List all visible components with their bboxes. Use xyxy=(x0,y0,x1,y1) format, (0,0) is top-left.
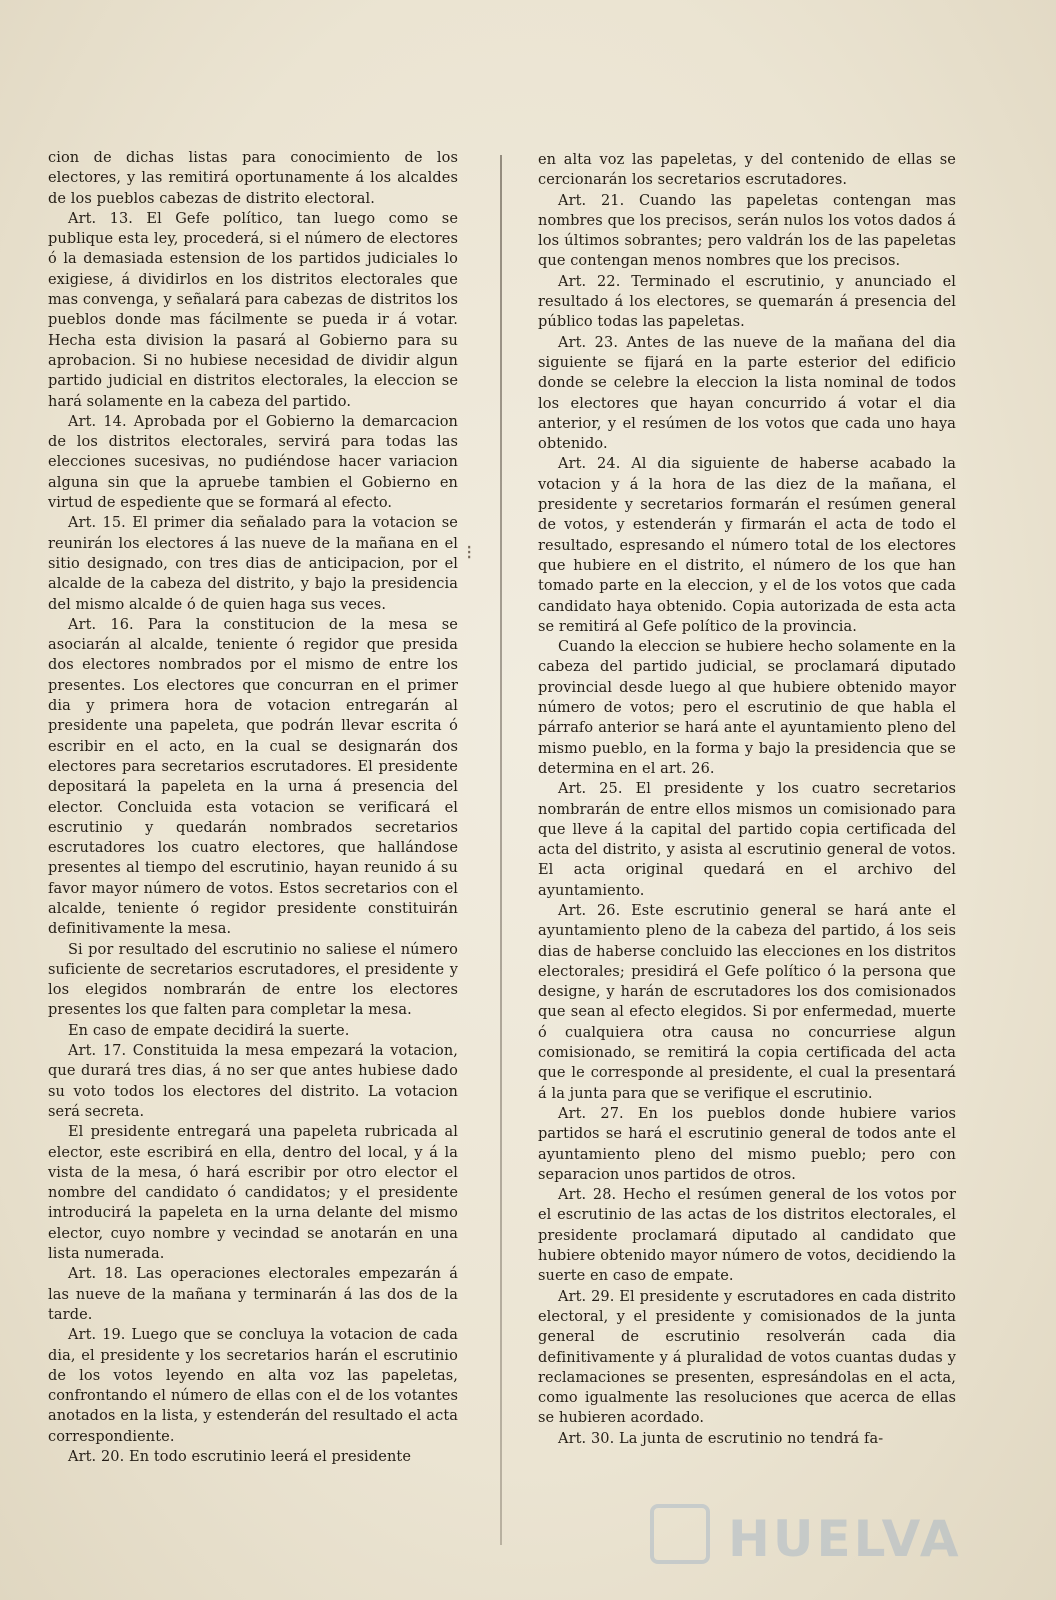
article-23: Art. 23. Antes de las nueve de la mañana del dia siguiente se fijará en la parte esterior del edificio donde se celebre la eleccion la lista nominal de todos los electores que hayan concurrido á votar el dia anterior, y el resúmen de los votos que cada uno haya obtenido. xyxy=(538,334,956,453)
paragraph: En caso de empate decidirá la suerte. xyxy=(68,1022,350,1039)
ink-mark-icon: ⁝ xyxy=(466,540,473,564)
left-column xyxy=(48,148,458,1467)
paragraph: El presidente entregará una papeleta rubricada al elector, este escribirá en ella, dentro del local, y á la vista de la mesa, ó hará escribir por otro elector el nombre del candidato ó candidatos; y el presidente introducirá la papeleta en la urna delante del mismo elector, cuyo nombre y vecindad se anotarán en una lista numerada. xyxy=(48,1124,458,1263)
article-21: Art. 21. Cuando las papeletas contengan mas nombres que los precisos, serán nulos los votos dados á los últimos sobrantes; pero valdrán los de las papeletas que contengan menos nombres que los precisos. xyxy=(538,192,956,270)
article-24: Art. 24. Al dia siguiente de haberse acabado la votacion y á la hora de las diez de la mañana, el presidente y secretarios formarán el resúmen general de votos, y estenderán y firmarán el acta de todo el resultado, espresando el número total de los electores que hubiere en el distrito, el número de los que han tomado parte en la eleccion, y el de los votos que cada candidato haya obtenido. Copia autorizada de esta acta se remitirá al Gefe político de la provincia. xyxy=(538,456,956,635)
paragraph: Cuando la eleccion se hubiere hecho solamente en la cabeza del partido judicial, se proclamará diputado provincial desde luego al que hubiere obtenido mayor número de votos; pero el escrutinio de que habla el párrafo anterior se hará ante el ayuntamiento pleno del mismo pueblo, en la forma y bajo la presidencia que se determina en el art. 26. xyxy=(538,639,956,777)
article-14: Art. 14. Aprobada por el Gobierno la demarcacion de los distritos electorales, servirá para todas las elecciones sucesivas, no pudiéndose hacer variacion alguna sin que la apruebe tambien el Gobierno en virtud de espediente que se formará al efecto. xyxy=(48,413,458,512)
article-27: Art. 27. En los pueblos donde hubiere varios partidos se hará el escrutinio general de todos ante el ayuntamiento pleno del mismo pueblo; pero con separacion unos partidos de otros. xyxy=(538,1105,956,1183)
watermark xyxy=(650,1488,970,1578)
article-22: Art. 22. Terminado el escrutinio, y anunciado el resultado á los electores, se quemarán á presencia del público todas las papeletas. xyxy=(538,273,956,331)
article-26: Art. 26. Este escrutinio general se hará ante el ayuntamiento pleno de la cabeza del partido, á los seis dias de haberse concluido las elecciones en los distritos electorales; presidirá el Gefe político ó la persona que designe, y harán de escrutadores los dos comisionados que sean al efecto elegidos. Si por enfermedad, muerte ó cualquiera otra causa no concurriese algun comisionado, se remitirá la copia certificada del acta que le corresponde al presidente, el cual la presentará á la junta para que se verifique el escrutinio. xyxy=(538,902,956,1102)
article-25: Art. 25. El presidente y los cuatro secretarios nombrarán de entre ellos mismos un comisionado para que lleve á la capital del partido copia certificada del acta del distrito, y asista al escrutinio general de votos. El acta original quedará en el archivo del ayuntamiento. xyxy=(538,781,956,899)
paragraph: cion de dichas listas para conocimiento de los electores, y las remitirá oportunamente á los alcaldes de los pueblos cabezas de distrito electoral. xyxy=(48,150,458,207)
article-28: Art. 28. Hecho el resúmen general de los votos por el escrutinio de las actas de los distritos electorales, el presidente proclamará diputado al candidato que hubiere obtenido mayor número de votos, decidiendo la suerte en caso de empate. xyxy=(538,1187,956,1285)
article-29: Art. 29. El presidente y escrutadores en cada distrito electoral, y el presidente y comisionados de la junta general de escrutinio resolverán cada dia definitivamente y á pluralidad de votos cuantas dudas y reclamaciones se presenten, espresándolas en el acta, como igualmente las resoluciones que acerca de ellas se hubieren acordado. xyxy=(538,1288,956,1427)
archive-logo-icon xyxy=(650,1504,710,1564)
paragraph: en alta voz las papeletas, y del contenido de ellas se cercionarán los secretarios escrutadores. xyxy=(538,152,956,189)
article-16: Art. 16. Para la constitucion de la mesa se asociarán al alcalde, teniente ó regidor que presida dos electores nombrados por el mismo de entre los presentes. Los electores que concurran en el primer dia y primera hora de votacion entregarán al presidente una papeleta, que podrán llevar escrita ó escribir en el acto, en la cual se designarán dos electores para secretarios escrutadores. El presidente depositará la papeleta en la urna á presencia del elector. Concluida esta votacion se verificará el escrutinio y quedarán nombrados secretarios escrutadores los cuatro electores, que hallándose presentes al tiempo del escrutinio, hayan reunido á su favor mayor número de votos. Estos secretarios con el alcalde, teniente ó regidor presidente constituirán definitivamente la mesa. xyxy=(48,616,458,938)
article-19: Art. 19. Luego que se concluya la votacion de cada dia, el presidente y los secretarios harán el escrutinio de los votos leyendo en alta voz las papeletas, confrontando el número de ellas con el de los votantes anotados en la lista, y estenderán del resultado el acta correspondiente. xyxy=(48,1327,458,1445)
paragraph: Si por resultado del escrutinio no saliese el número suficiente de secretarios escrutadores, el presidente y los elegidos nombrarán de entre los electores presentes los que falten para completar la mesa. xyxy=(48,941,458,1019)
article-30: Art. 30. La junta de escrutinio no tendrá fa- xyxy=(558,1430,884,1447)
right-column xyxy=(538,150,956,1449)
article-15: Art. 15. El primer dia señalado para la votacion se reunirán los electores á las nueve de la mañana en el sitio designado, con tres dias de anticipacion, por el alcalde de la cabeza del distrito, y bajo la presidencia del mismo alcalde ó de quien haga sus veces. xyxy=(48,515,458,613)
column-divider xyxy=(500,155,502,1545)
watermark-brand: HUELVA xyxy=(728,1510,962,1568)
article-18: Art. 18. Las operaciones electorales empezarán á las nueve de la mañana y terminarán á las dos de la tarde. xyxy=(48,1266,458,1323)
article-20: Art. 20. En todo escrutinio leerá el presidente xyxy=(68,1449,412,1465)
article-13: Art. 13. El Gefe político, tan luego como se publique esta ley, procederá, si el número de electores ó la demasiada estension de los partidos judiciales lo exigiese, á dividirlos en los distritos electorales que mas convenga, y señalará para cabezas de distritos los pueblos donde mas fácilmente se pueda ir á votar. Hecha esta division la pasará al Gobierno para su aprobacion. Si no hubiese necesidad de dividir algun partido judicial en distritos electorales, la eleccion se hará solamente en la cabeza del partido. xyxy=(48,210,458,410)
article-17: Art. 17. Constituida la mesa empezará la votacion, que durará tres dias, á no ser que antes hubiese dado su voto todos los electores del distrito. La votacion será secreta. xyxy=(48,1043,458,1120)
